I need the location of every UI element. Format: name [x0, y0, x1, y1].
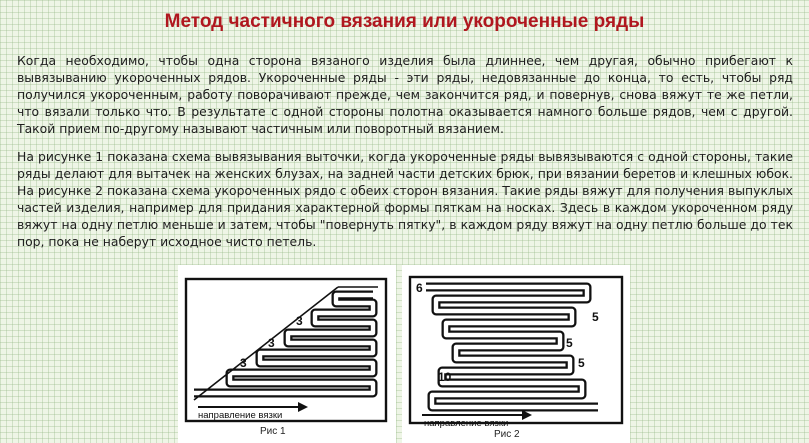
figure-2-number: 10: [438, 370, 452, 384]
page-title: Метод частичного вязания или укороченные ряды: [164, 11, 645, 32]
figure-2-number: 5: [566, 336, 573, 350]
figure-2-number: 5: [592, 310, 599, 324]
figure-1-diagram: [178, 265, 396, 443]
figure-2-number: 5: [578, 356, 585, 370]
direction-label: направление вязки: [198, 410, 283, 421]
direction-label: направление вязки: [424, 418, 509, 429]
figure-2-diagram: [402, 265, 630, 443]
figure-1-number: 3: [240, 356, 247, 370]
figure-2: [402, 265, 630, 443]
figure-1: [178, 265, 396, 443]
figure-2-number: 6: [416, 281, 423, 295]
figure-1-caption: Рис 1: [260, 426, 286, 437]
figure-1-number: 3: [268, 336, 275, 350]
figure-1-number: 3: [296, 314, 303, 328]
figures-paragraph: На рисунке 1 показана схема вывязывания выточки, когда укороченные ряды вывязываются с одной стороны, такие ряды делают для вытачек на женских блузах, на задней части детских брюк, при вязании беретов и клешных юбок. На рисунке 2 показана схема укороченных рядо с обеих сторон вязания. Такие ряды вяжут для получения выпуклых частей изделия, например для придания характерной формы пяткам на носках. Здесь в каждом укороченном ряду вяжут на одну петлю меньше и затем, чтобы "повернуть пятку", в каждом ряду вяжут на одну петлю больше до тек пор, пока не наберут исходное чисто петель.: [17, 149, 793, 249]
intro-paragraph: Когда необходимо, чтобы одна сторона вязаного изделия была длиннее, чем другая, обычно прибегают к вывязыванию укороченных рядов. Укороченные ряды - эти ряды, недовязанные до конца, то есть, чтобы ряд получился укороченным, работу поворачивают прежде, чем закончится ряд, и повернув, снова вяжут те же петли, что вязали только что. В результате с одной стороны полотна оказывается намного больше рядов, чем с другой. Такой прием по-другому называют частичным или поворотный вязанием.: [17, 53, 793, 136]
figure-2-caption: Рис 2: [494, 429, 520, 440]
